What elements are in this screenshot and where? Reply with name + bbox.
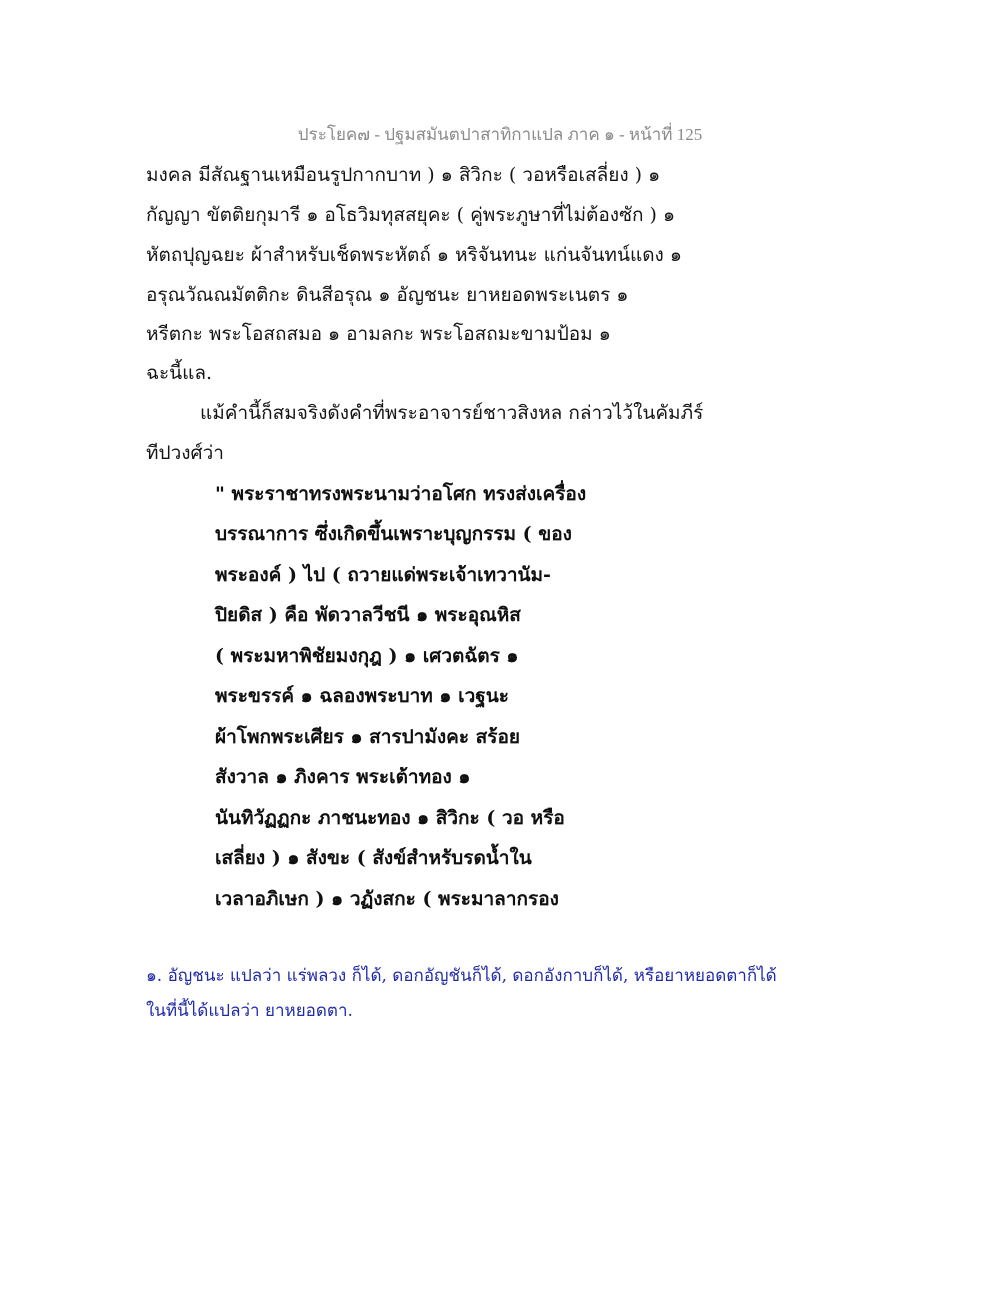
footnote-line: ในที่นี้ได้แปลว่า ยาหยอดตา. <box>146 1001 353 1021</box>
body-line: หรีตกะ พระโอสถสมอ ๑ อามลกะ พระโอสถมะขามป้อม ๑ <box>146 323 611 345</box>
verse-line: เวลาอภิเษก ) ๑ วฏังสกะ ( พระมาลากรอง <box>215 888 559 910</box>
verse-line: ( พระมหาพิชัยมงกุฎ ) ๑ เศวตฉัตร ๑ <box>215 645 519 667</box>
body-line: หัตถปุญฉยะ ผ้าสำหรับเช็ดพระหัตถ์ ๑ หริจันทนะ แก่นจันทน์แดง ๑ <box>146 244 682 266</box>
verse-line: ผ้าโพกพระเศียร ๑ สารปามังคะ สร้อย <box>215 726 521 748</box>
verse-line: นันทิวัฏฏกะ ภาชนะทอง ๑ สิวิกะ ( วอ หรือ <box>215 807 565 829</box>
footnote-line: ๑. อัญชนะ แปลว่า แร่พลวง ก็ได้, ดอกอัญชันก็ได้, ดอกอังกาบก็ได้, หรือยาหยอดตาก็ได้ <box>146 966 777 986</box>
verse-line: " พระราชาทรงพระนามว่าอโศก ทรงส่งเครื่อง <box>215 483 587 505</box>
page-header: ประโยค๗ - ปฐมสมันตปาสาทิกาแปล ภาค ๑ - หน้าที่ 125 <box>297 125 703 144</box>
body-line: ทีปวงศ์ว่า <box>146 442 224 464</box>
verse-line: สังวาล ๑ ภิงคาร พระเต้าทอง ๑ <box>215 766 471 788</box>
verse-line: ปิยดิส ) คือ พัดวาลวีชนี ๑ พระอุณหิส <box>215 604 521 626</box>
verse-line: พระขรรค์ ๑ ฉลองพระบาท ๑ เวฐนะ <box>215 685 509 707</box>
verse-line: พระองค์ ) ไป ( ถวายแด่พระเจ้าเทวานัม- <box>215 564 551 586</box>
body-line: กัญญา ขัตติยกุมารี ๑ อโธวิมทุสสยุคะ ( คู่พระภูษาที่ไม่ต้องซัก ) ๑ <box>146 204 676 226</box>
paragraph-start-line: แม้คำนี้ก็สมจริงดังคำที่พระอาจารย์ชาวสิงหล กล่าวไว้ในคัมภีร์ <box>200 402 704 424</box>
verse-line: เสลี่ยง ) ๑ สังขะ ( สังข์สำหรับรดน้ำใน <box>215 847 532 869</box>
body-line: มงคล มีสัณฐานเหมือนรูปกากบาท ) ๑ สิวิกะ ( วอหรือเสลี่ยง ) ๑ <box>146 164 661 186</box>
body-line: อรุณวัณณมัตติกะ ดินสีอรุณ ๑ อัญชนะ ยาหยอดพระเนตร ๑ <box>146 284 629 306</box>
body-line: ฉะนี้แล. <box>146 362 213 384</box>
verse-line: บรรณาการ ซึ่งเกิดขึ้นเพราะบุญกรรม ( ของ <box>215 523 572 545</box>
